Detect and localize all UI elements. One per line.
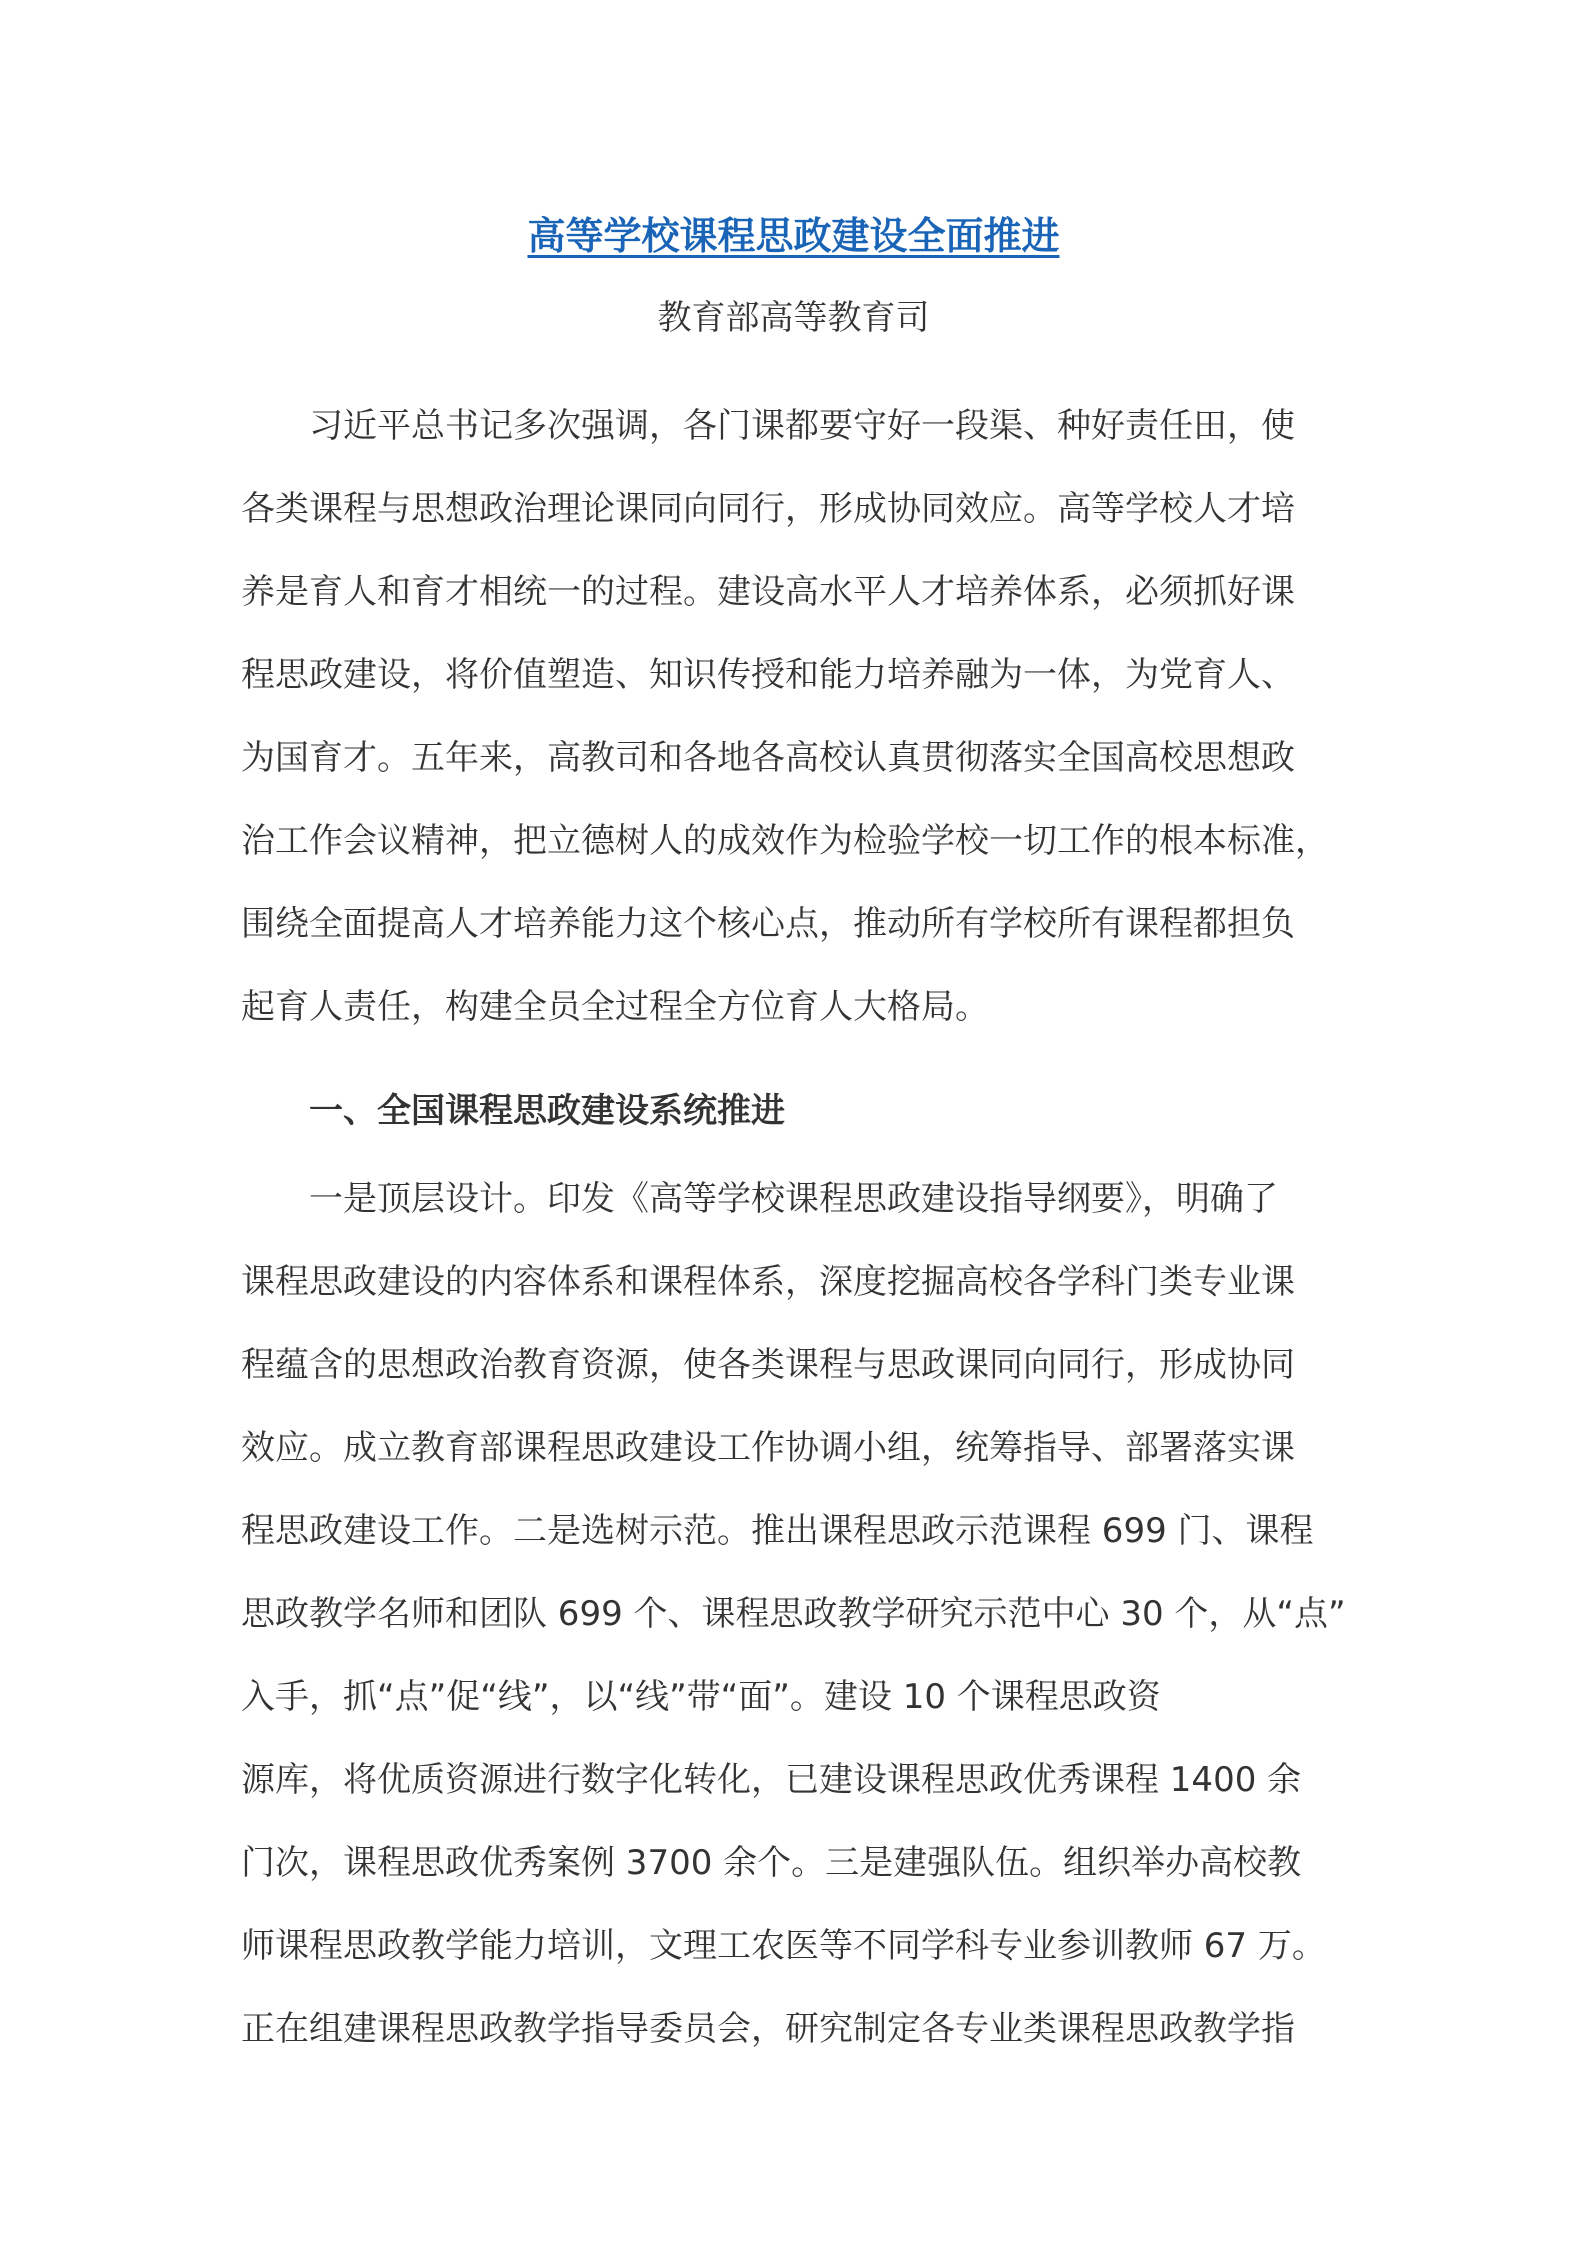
paragraph-line: 各类课程与思想政治理论课同向同行，形成协同效应。高等学校人才培 — [241, 489, 1295, 529]
paragraph-line: 门次，课程思政优秀案例 3700 余个。三是建强队伍。组织举办高校教 — [241, 1843, 1302, 1883]
paragraph-line: 程思政建设，将价值塑造、知识传授和能力培养融为一体，为党育人、 — [241, 655, 1295, 695]
section1-paragraph — [241, 1158, 1353, 2071]
paragraph-line: 围绕全面提高人才培养能力这个核心点，推动所有学校所有课程都担负 — [241, 904, 1295, 944]
paragraph-line: 养是育人和育才相统一的过程。建设高水平人才培养体系，必须抓好课 — [241, 572, 1295, 612]
paragraph-line: 师课程思政教学能力培训，文理工农医等不同学科专业参训教师 67 万。 — [241, 1926, 1326, 1966]
document-subtitle: 教育部高等教育司 — [657, 298, 930, 338]
paragraph-line: 思政教学名师和团队 699 个、课程思政教学研究示范中心 30 个，从“点” — [241, 1594, 1346, 1634]
paragraph-line: 治工作会议精神，把立德树人的成效作为检验学校一切工作的根本标准， — [241, 821, 1329, 861]
intro-paragraph — [241, 385, 1353, 1049]
paragraph-line: 正在组建课程思政教学指导委员会，研究制定各专业类课程思政教学指 — [241, 2009, 1295, 2049]
paragraph-line: 入手，抓“点”促“线”，以“线”带“面”。建设 10 个课程思政资 — [241, 1677, 1161, 1717]
section-heading: 一、全国课程思政建设系统推进 — [309, 1091, 785, 1131]
paragraph-line: 为国育才。五年来，高教司和各地各高校认真贯彻落实全国高校思想政 — [241, 738, 1295, 778]
paragraph-line: 起育人责任，构建全员全过程全方位育人大格局。 — [241, 987, 989, 1027]
paragraph-line: 源库，将优质资源进行数字化转化，已建设课程思政优秀课程 1400 余 — [241, 1760, 1302, 1800]
paragraph-line: 习近平总书记多次强调，各门课都要守好一段渠、种好责任田，使 — [309, 406, 1295, 446]
paragraph-line: 程思政建设工作。二是选树示范。推出课程思政示范课程 699 门、课程 — [241, 1511, 1314, 1551]
paragraph-line: 一是顶层设计。印发《高等学校课程思政建设指导纲要》，明确了 — [309, 1179, 1278, 1219]
paragraph-line: 效应。成立教育部课程思政建设工作协调小组，统筹指导、部署落实课 — [241, 1428, 1295, 1468]
paragraph-line: 课程思政建设的内容体系和课程体系，深度挖掘高校各学科门类专业课 — [241, 1262, 1295, 1302]
title-link[interactable]: 高等学校课程思政建设全面推进 — [527, 214, 1060, 258]
paragraph-line: 程蕴含的思想政治教育资源，使各类课程与思政课同向同行，形成协同 — [241, 1345, 1295, 1385]
document-title[interactable] — [0, 208, 1587, 264]
